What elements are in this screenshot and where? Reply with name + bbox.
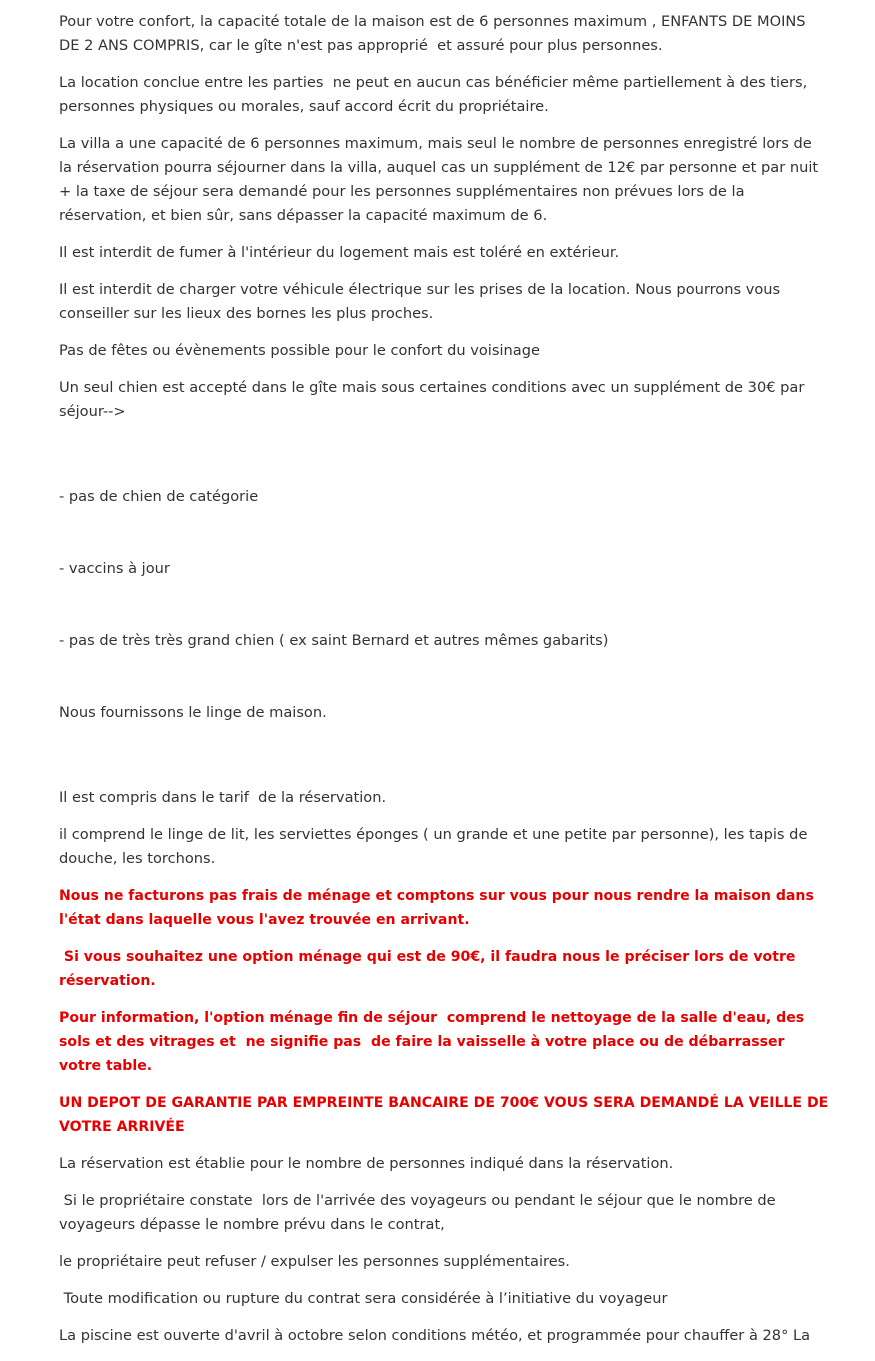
- electric-vehicle-paragraph: Il est interdit de charger votre véhicule électrique sur les prises de la location. Nous pourrons vous conseiller sur les lieux des bornes les plus proches.: [59, 281, 785, 322]
- parties-paragraph: Pas de fêtes ou évènements possible pour le confort du voisinage: [59, 342, 540, 359]
- owner-check-paragraph: Si le propriétaire constate lors de l'arrivée des voyageurs ou pendant le séjour que le nombre de voyageurs dépasse le nombre prévu dans le contrat,: [59, 1192, 781, 1233]
- dog-policy-paragraph: Un seul chien est accepté dans le gîte mais sous certaines conditions avec un supplément de 30€ par séjour-->: [59, 379, 810, 420]
- cleaning-option-notice: Si vous souhaitez une option ménage qui est de 90€, il faudra nous le préciser lors de votre réservation.: [59, 949, 801, 989]
- smoking-paragraph: Il est interdit de fumer à l'intérieur du logement mais est toléré en extérieur.: [59, 244, 620, 261]
- owner-refusal-paragraph: le propriétaire peut refuser / expulser les personnes supplémentaires.: [59, 1253, 570, 1270]
- linen-included-paragraph: Il est compris dans le tarif de la réservation.: [59, 789, 387, 806]
- pool-paragraph: La piscine est ouverte d'avril à octobre selon conditions météo, et programmée pour chauffer à 28° La: [59, 1327, 811, 1344]
- contract-change-paragraph: Toute modification ou rupture du contrat sera considérée à l’initiative du voyageur: [59, 1290, 668, 1307]
- linen-details-paragraph: il comprend le linge de lit, les serviettes éponges ( un grande et une petite par personne), les tapis de douche, les torchons.: [59, 826, 813, 867]
- linen-provided-line: Nous fournissons le linge de maison.: [59, 704, 327, 721]
- dog-condition-item: - pas de très très grand chien ( ex saint Bernard et autres mêmes gabarits): [59, 632, 609, 649]
- rental-terms-document: [59, 10, 834, 1361]
- dog-condition-item: - pas de chien de catégorie: [59, 488, 259, 505]
- third-party-paragraph: La location conclue entre les parties ne peut en aucun cas bénéficier même partiellement à des tiers, personnes physiques ou morales, sauf accord écrit du propriétaire.: [59, 74, 812, 115]
- deposit-notice: UN DEPOT DE GARANTIE PAR EMPREINTE BANCAIRE DE 700€ VOUS SERA DEMANDÉ LA VEILLE DE VOTRE ARRIVÉE: [59, 1095, 834, 1135]
- reservation-count-paragraph: La réservation est établie pour le nombre de personnes indiqué dans la réservation.: [59, 1155, 674, 1172]
- dog-condition-item: - vaccins à jour: [59, 560, 170, 577]
- capacity-paragraph: Pour votre confort, la capacité totale de la maison est de 6 personnes maximum , ENFANTS DE MOINS DE 2 ANS COMPRIS, car le gîte n'est pas approprié et assuré pour plus personnes.: [59, 13, 811, 54]
- dog-conditions-list: [59, 437, 829, 773]
- villa-capacity-paragraph: La villa a une capacité de 6 personnes maximum, mais seul le nombre de personnes enregistré lors de la réservation pourra séjourner dans la villa, auquel cas un supplément de 12€ par personne et par nuit + la taxe de séjour sera demandé pour les personnes supplémentaires non prévues lors de la réservation, et bien sûr, sans dépasser la capacité maximum de 6.: [59, 135, 823, 224]
- cleaning-fee-notice: Nous ne facturons pas frais de ménage et comptons sur vous pour nous rendre la maison dans l'état dans laquelle vous l'avez trouvée en arrivant.: [59, 888, 819, 928]
- cleaning-scope-notice: Pour information, l'option ménage fin de séjour comprend le nettoyage de la salle d'eau, des sols et des vitrages et ne signifie pas de faire la vaisselle à votre place ou de débarrasser votre table.: [59, 1010, 810, 1074]
